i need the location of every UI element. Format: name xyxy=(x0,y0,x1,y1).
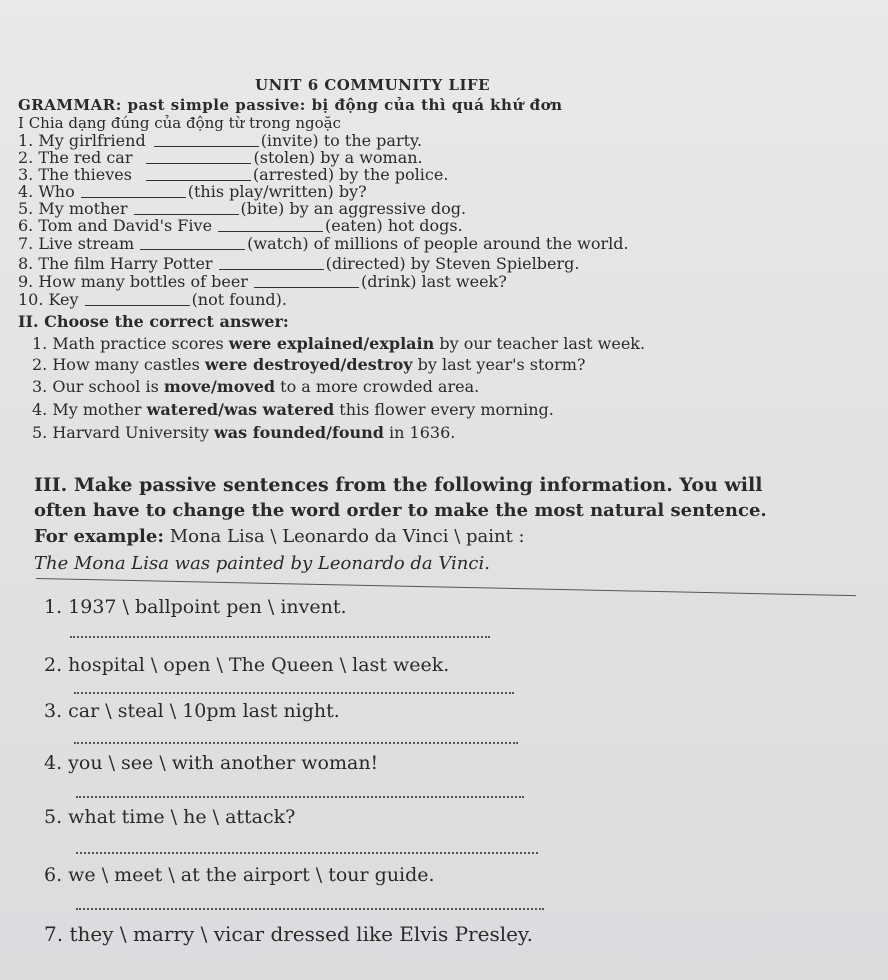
grammar-title: GRAMMAR: past simple passive: bị động của thì quá khứ đơn xyxy=(18,96,563,114)
example-answer: The Mona Lisa was painted by Leonardo da Vinci. xyxy=(34,553,490,574)
s2-item-2: 2. How many castles were destroyed/destroy by last year's storm? xyxy=(32,355,586,374)
answer-blank[interactable] xyxy=(140,249,245,250)
s3-item-5: 5. what time \ he \ attack? xyxy=(44,806,296,828)
answer-blank[interactable] xyxy=(134,214,239,215)
answer-blank[interactable] xyxy=(81,197,186,198)
unit-title: UNIT 6 COMMUNITY LIFE xyxy=(255,76,491,94)
s3-item-6: 6. we \ meet \ at the airport \ tour guide. xyxy=(44,864,435,886)
answer-line[interactable] xyxy=(70,636,490,638)
s1-item-10: 10. Key (not found). xyxy=(18,290,287,309)
section1-heading: I Chia dạng đúng của động từ trong ngoặc xyxy=(18,114,341,132)
s2-item-3: 3. Our school is move/moved to a more crowded area. xyxy=(32,377,480,396)
s3-item-3: 3. car \ steal \ 10pm last night. xyxy=(44,700,340,722)
answer-line[interactable] xyxy=(74,742,518,744)
answer-blank[interactable] xyxy=(85,305,190,306)
answer-blank[interactable] xyxy=(254,287,359,288)
divider-rule xyxy=(36,578,856,596)
answer-line[interactable] xyxy=(74,692,514,694)
s2-item-5: 5. Harvard University was founded/found in 1636. xyxy=(32,423,456,442)
s1-item-6: 6. Tom and David's Five (eaten) hot dogs. xyxy=(18,216,463,235)
answer-line[interactable] xyxy=(76,852,538,854)
s1-item-2: 2. The red car (stolen) by a woman. xyxy=(18,148,423,167)
s1-item-4: 4. Who (this play/written) by? xyxy=(18,182,367,201)
answer-blank[interactable] xyxy=(146,163,251,164)
s3-item-2: 2. hospital \ open \ The Queen \ last week. xyxy=(44,654,450,676)
s1-item-5: 5. My mother (bite) by an aggressive dog. xyxy=(18,199,467,218)
s3-item-7: 7. they \ marry \ vicar dressed like Elvis Presley. xyxy=(44,922,533,946)
s1-item-1: 1. My girlfriend (invite) to the party. xyxy=(18,131,423,150)
s1-item-3: 3. The thieves (arrested) by the police. xyxy=(18,165,449,184)
answer-blank[interactable] xyxy=(219,269,324,270)
s2-item-4: 4. My mother watered/was watered this flower every morning. xyxy=(32,400,554,419)
section3-heading-line2: often have to change the word order to make the most natural sentence. xyxy=(34,500,767,521)
answer-line[interactable] xyxy=(76,908,544,910)
answer-line[interactable] xyxy=(76,796,524,798)
s2-item-1: 1. Math practice scores were explained/explain by our teacher last week. xyxy=(32,334,646,353)
s1-item-9: 9. How many bottles of beer (drink) last week? xyxy=(18,272,507,291)
s3-item-4: 4. you \ see \ with another woman! xyxy=(44,752,379,774)
s3-item-1: 1. 1937 \ ballpoint pen \ invent. xyxy=(44,596,347,618)
s1-item-7: 7. Live stream (watch) of millions of people around the world. xyxy=(18,234,629,253)
answer-blank[interactable] xyxy=(154,146,259,147)
s1-item-8: 8. The film Harry Potter (directed) by Steven Spielberg. xyxy=(18,254,580,273)
section3-heading-line1: III. Make passive sentences from the following information. You will xyxy=(34,474,763,496)
answer-blank[interactable] xyxy=(218,231,323,232)
section2-heading: II. Choose the correct answer: xyxy=(18,312,289,331)
example-prompt: For example: Mona Lisa \ Leonardo da Vinci \ paint : xyxy=(34,526,525,547)
answer-blank[interactable] xyxy=(146,180,251,181)
